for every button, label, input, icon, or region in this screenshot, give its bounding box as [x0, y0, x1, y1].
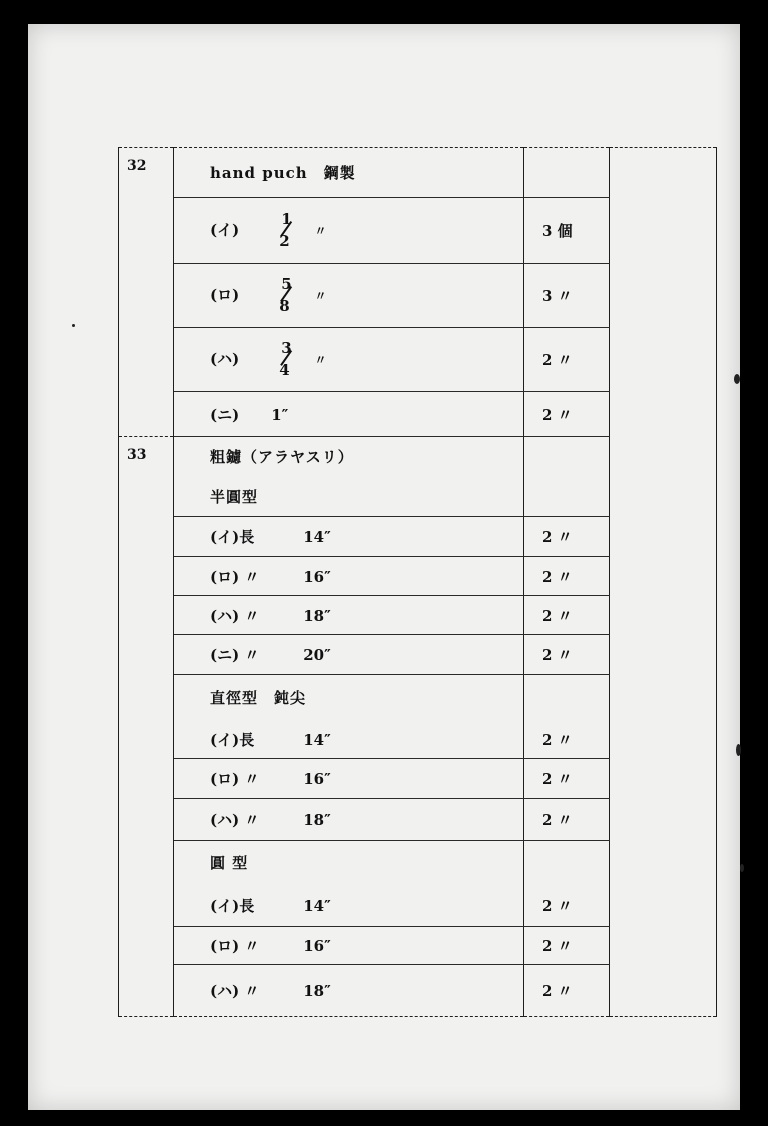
- sub-label: (ニ) 〃: [210, 646, 260, 664]
- table-row: [119, 557, 717, 596]
- fraction-numerator: 5: [281, 274, 292, 293]
- ditto-mark: 〃: [314, 352, 327, 367]
- ink-speck: [740, 864, 744, 872]
- item-number: 33: [119, 437, 174, 477]
- item-heading: 粗鑢（アラヤスリ）: [210, 448, 354, 467]
- ink-speck: [736, 744, 741, 756]
- table-row: [119, 596, 717, 635]
- table-row: [119, 965, 717, 1017]
- quantity: 3 個: [524, 198, 610, 264]
- sub-label: (ハ) 〃: [210, 811, 260, 829]
- table-row: [119, 264, 717, 328]
- quantity: 2 〃: [524, 799, 610, 841]
- table-row: [119, 927, 717, 965]
- table-row: [119, 841, 717, 885]
- size-value: 14″: [303, 730, 331, 749]
- table-row: [119, 721, 717, 759]
- table-row: [119, 799, 717, 841]
- table-row: [119, 437, 717, 477]
- sub-label: (ロ) 〃: [210, 770, 260, 788]
- sub-label: (イ)長: [210, 896, 255, 915]
- ledger-table: [118, 147, 717, 1017]
- fraction-numerator: 3: [281, 338, 292, 357]
- table-row: [119, 477, 717, 517]
- quantity: 2 〃: [524, 759, 610, 799]
- fraction-denominator: 8: [279, 296, 290, 315]
- size-value: 16″: [303, 770, 331, 788]
- ledger-table-wrap: [118, 147, 716, 1016]
- quantity: [524, 437, 610, 477]
- item-heading: hand puch 鋼製: [210, 164, 356, 182]
- item-number: 32: [119, 148, 174, 198]
- sub-label: (イ)長: [210, 528, 255, 546]
- size-value: 1″: [271, 405, 289, 424]
- quantity: 2 〃: [524, 721, 610, 759]
- remarks-cell: [610, 148, 717, 198]
- size-value: 16″: [303, 937, 331, 955]
- fraction-denominator: 4: [279, 360, 290, 379]
- sub-label: (ハ): [210, 349, 240, 368]
- table-row: [119, 759, 717, 799]
- size-value: 14″: [303, 528, 331, 546]
- table-row: [119, 675, 717, 721]
- quantity: [524, 675, 610, 721]
- quantity: 2 〃: [524, 885, 610, 927]
- size-value: 18″: [303, 982, 331, 1000]
- document-page: [28, 24, 740, 1110]
- quantity: [524, 477, 610, 517]
- subheading: 圓 型: [210, 854, 249, 873]
- fraction-denominator: 2: [279, 231, 290, 250]
- quantity: 2 〃: [524, 392, 610, 437]
- table-row: [119, 885, 717, 927]
- sub-label: (イ): [210, 220, 240, 239]
- size-value: 18″: [303, 606, 331, 625]
- quantity: [524, 841, 610, 885]
- subheading: 半圓型: [210, 487, 259, 506]
- table-row: [119, 328, 717, 392]
- size-value: 18″: [303, 811, 331, 829]
- table-row: [119, 148, 717, 198]
- quantity: 2 〃: [524, 596, 610, 635]
- table-row: [119, 198, 717, 264]
- ditto-mark: 〃: [314, 288, 327, 303]
- quantity: 3 〃: [524, 264, 610, 328]
- subheading: 直徑型 鈍尖: [210, 689, 307, 708]
- sub-label: (ハ) 〃: [210, 982, 260, 1000]
- table-row: [119, 392, 717, 437]
- fraction-size: [275, 210, 305, 252]
- fraction-numerator: 1: [281, 209, 292, 228]
- size-value: 20″: [303, 646, 331, 664]
- quantity: 2 〃: [524, 635, 610, 675]
- quantity: 2 〃: [524, 328, 610, 392]
- quantity: 2 〃: [524, 517, 610, 557]
- quantity: 2 〃: [524, 965, 610, 1017]
- sub-label: (ロ) 〃: [210, 567, 260, 586]
- size-value: 16″: [303, 567, 331, 586]
- fraction-size: [275, 339, 305, 381]
- sub-label: (イ)長: [210, 730, 255, 749]
- size-value: 14″: [303, 896, 331, 915]
- table-row: [119, 517, 717, 557]
- sub-label: (ハ) 〃: [210, 606, 260, 625]
- sub-label: (ロ): [210, 285, 240, 304]
- quantity: 2 〃: [524, 557, 610, 596]
- quantity: 2 〃: [524, 927, 610, 965]
- ink-speck: [734, 374, 740, 384]
- sub-label: (ニ): [210, 405, 240, 424]
- ditto-mark: 〃: [314, 223, 327, 238]
- fraction-size: [275, 275, 305, 317]
- quantity: [524, 148, 610, 198]
- table-row: [119, 635, 717, 675]
- ink-speck: [72, 324, 75, 327]
- sub-label: (ロ) 〃: [210, 937, 260, 955]
